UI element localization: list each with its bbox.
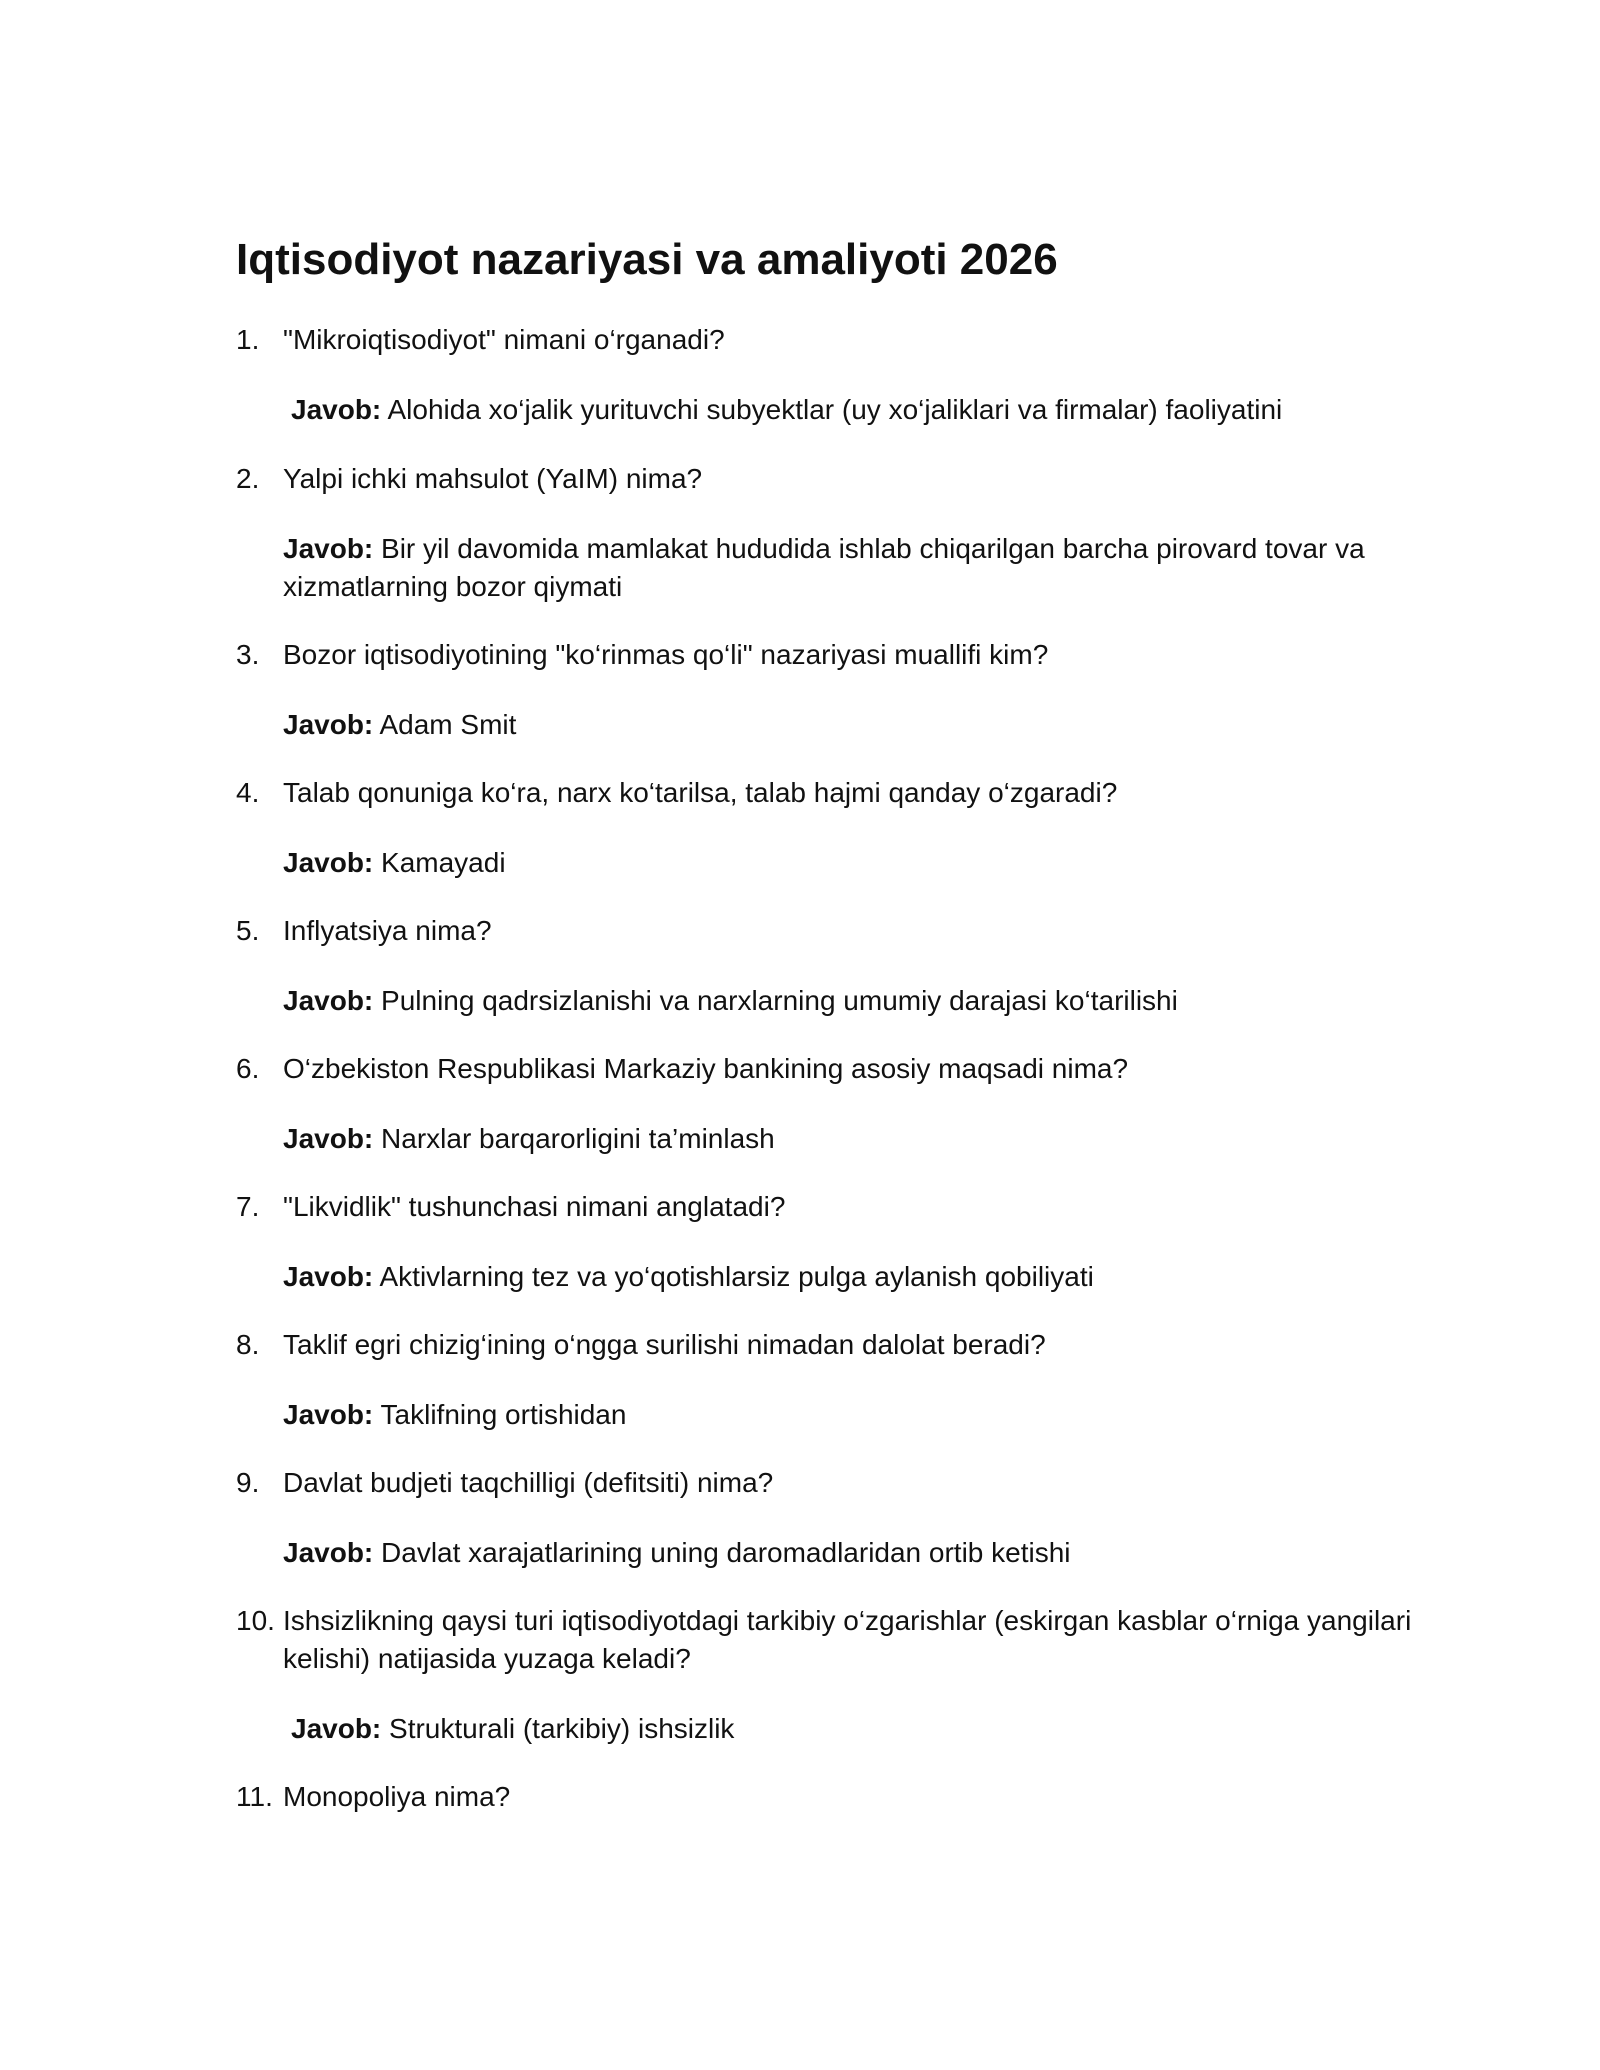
answer-text: Bir yil davomida mamlakat hududida ishlab chiqarilgan barcha pirovard tovar va xizmatlarning bozor qiymati [283,533,1365,602]
answer-block [283,530,1413,606]
document-title: Iqtisodiyot nazariyasi va amaliyoti 2026 [236,235,1058,284]
answer-label: Javob: [283,533,374,564]
answer-label: Javob: [283,1399,374,1430]
question-number: 7. [236,1191,260,1222]
question-item-5 [236,912,1416,1020]
answer-label: Javob: [283,709,374,740]
question-text: Inflyatsiya nima? [283,915,492,946]
answer-text: Pulning qadrsizlanishi va narxlarning umumiy darajasi ko‘tarilishi [381,985,1178,1016]
question-number: 8. [236,1329,260,1360]
question-number: 3. [236,639,260,670]
question-number: 11. [236,1781,273,1812]
question-number: 2. [236,463,260,494]
answer-block [283,1120,1413,1158]
question-text: Taklif egri chizig‘ining o‘ngga surilishi nimadan dalolat beradi? [283,1329,1046,1360]
answer-label: Javob: [283,1537,374,1568]
answer-text: Aktivlarning tez va yo‘qotishlarsiz pulga aylanish qobiliyati [379,1261,1094,1292]
question-item-9 [236,1464,1416,1572]
question-text: O‘zbekiston Respublikasi Markaziy bankining asosiy maqsadi nima? [283,1053,1129,1084]
question-number: 5. [236,915,260,946]
question-number: 6. [236,1053,260,1084]
answer-text: Taklifning ortishidan [380,1399,627,1430]
question-number: 10. [236,1605,275,1636]
answer-text: Strukturali (tarkibiy) ishsizlik [389,1713,735,1744]
answer-label: Javob: [283,1261,374,1292]
question-text: "Mikroiqtisodiyot" nimani o‘rganadi? [283,324,725,355]
answer-text: Adam Smit [379,709,517,740]
question-item-7 [236,1188,1416,1296]
answer-text: Davlat xarajatlarining uning daromadlaridan ortib ketishi [381,1537,1071,1568]
question-text: Talab qonuniga ko‘ra, narx ko‘tarilsa, talab hajmi qanday o‘zgaradi? [283,777,1118,808]
answer-block [283,1258,1413,1296]
answer-block [283,1396,1413,1434]
question-number: 1. [236,324,260,355]
answer-block [283,1534,1413,1572]
answer-label: Javob: [283,847,374,878]
answer-label: Javob: [291,1713,382,1744]
question-item-1 [236,321,1416,429]
question-number: 4. [236,777,260,808]
question-text: Yalpi ichki mahsulot (YaIM) nima? [283,463,703,494]
answer-text: Narxlar barqarorligini ta’minlash [381,1123,775,1154]
question-text: Bozor iqtisodiyotining "ko‘rinmas qo‘li" nazariyasi muallifi kim? [283,639,1049,670]
answer-block [283,844,1413,882]
question-item-8 [236,1326,1416,1434]
question-item-6 [236,1050,1416,1158]
question-text: Monopoliya nima? [283,1781,511,1812]
answer-label: Javob: [291,394,382,425]
question-text: Ishsizlikning qaysi turi iqtisodiyotdagi tarkibiy o‘zgarishlar (eskirgan kasblar o‘rniga yangilari kelishi) natijasida yuzaga keladi? [283,1605,1412,1674]
question-text: "Likvidlik" tushunchasi nimani anglatadi? [283,1191,786,1222]
answer-block [291,1710,1413,1748]
answer-text: Kamayadi [381,847,506,878]
question-item-2 [236,460,1416,606]
question-number: 9. [236,1467,260,1498]
question-item-4 [236,774,1416,882]
answer-block [291,391,1413,429]
answer-block [283,982,1413,1020]
answer-label: Javob: [283,985,374,1016]
question-item-10 [236,1602,1416,1748]
answer-text: Alohida xo‘jalik yurituvchi subyektlar (uy xo‘jaliklari va firmalar) faoliyatini [387,394,1283,425]
answer-block [283,706,1413,744]
question-item-3 [236,636,1416,744]
question-text: Davlat budjeti taqchilligi (defitsiti) nima? [283,1467,774,1498]
question-item-11 [236,1778,1416,1816]
answer-label: Javob: [283,1123,374,1154]
